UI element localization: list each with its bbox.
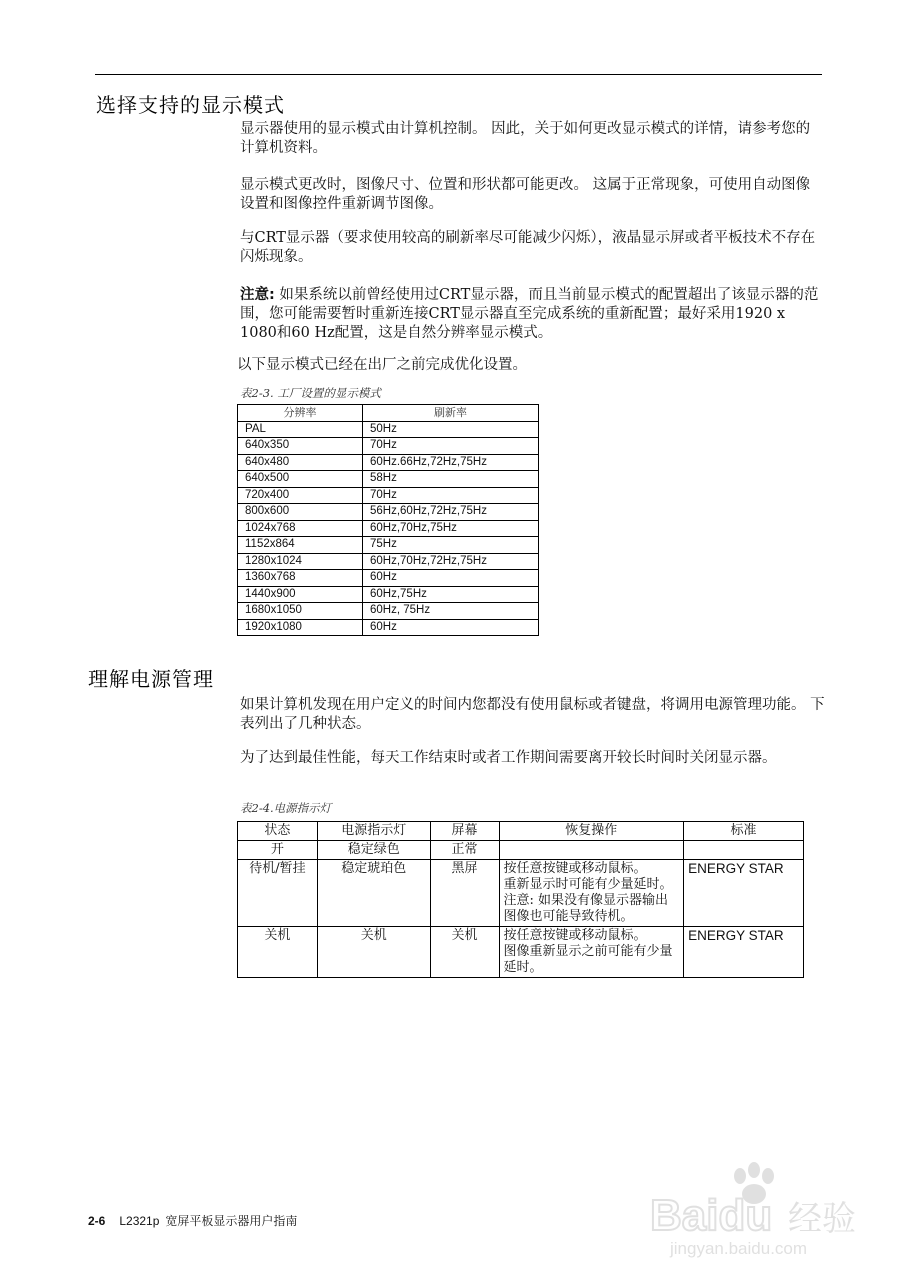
paragraph-mode-change: 显示模式更改时，图像尺寸、位置和形状都可能更改。 这属于正常现象，可使用自动图像设置和图像控件重新调节图像。 bbox=[240, 177, 811, 212]
table-row bbox=[238, 570, 539, 587]
cell-refresh-rate: 60Hz.66Hz,72Hz,75Hz bbox=[363, 454, 539, 471]
header-resolution: 分辨率 bbox=[238, 405, 363, 422]
guide-title: 宽屏平板显示器用户指南 bbox=[165, 1214, 298, 1228]
cell-resolution: 800x600 bbox=[238, 504, 363, 521]
cell-resolution: 1920x1080 bbox=[238, 619, 363, 636]
recovery-line: 图像重新显示之前可能有少量延时。 bbox=[503, 944, 673, 975]
cell-standard: ENERGY STAR bbox=[684, 860, 804, 927]
table-row bbox=[238, 603, 539, 620]
table-header-row bbox=[238, 822, 804, 841]
paragraph-note bbox=[240, 286, 822, 343]
recovery-line: 按任意按键或移动鼠标。 bbox=[503, 928, 647, 943]
header-recovery: 恢复操作 bbox=[499, 822, 684, 841]
paragraph-crt-flicker: 与CRT显示器（要求使用较高的刷新率尽可能减少闪烁），液晶显示屏或者平板技术不存在闪烁现象。 bbox=[240, 230, 816, 265]
cell-recovery bbox=[499, 841, 684, 860]
note-label: 注意: bbox=[240, 287, 275, 303]
cell-refresh-rate: 60Hz,75Hz bbox=[363, 586, 539, 603]
display-modes-table bbox=[237, 404, 539, 636]
cell-resolution: 1152x864 bbox=[238, 537, 363, 554]
table-row bbox=[238, 438, 539, 455]
cell-resolution: 1440x900 bbox=[238, 586, 363, 603]
cell-state: 待机/暂挂 bbox=[238, 860, 318, 927]
recovery-line: 重新显示时可能有少量延时。 bbox=[503, 877, 673, 892]
table-row bbox=[238, 487, 539, 504]
cell-resolution: 640x480 bbox=[238, 454, 363, 471]
cell-resolution: 640x350 bbox=[238, 438, 363, 455]
cell-resolution: PAL bbox=[238, 421, 363, 438]
cell-resolution: 720x400 bbox=[238, 487, 363, 504]
cell-refresh-rate: 56Hz,60Hz,72Hz,75Hz bbox=[363, 504, 539, 521]
page-footer bbox=[88, 1212, 297, 1229]
header-state: 状态 bbox=[238, 822, 318, 841]
cell-refresh-rate: 75Hz bbox=[363, 537, 539, 554]
watermark-cn: 经验 bbox=[788, 1199, 856, 1239]
section-title-power-management: 理解电源管理 bbox=[88, 667, 214, 691]
power-states-table bbox=[237, 821, 804, 978]
cell-refresh-rate: 50Hz bbox=[363, 421, 539, 438]
cell-refresh-rate: 60Hz, 75Hz bbox=[363, 603, 539, 620]
header-screen: 屏幕 bbox=[430, 822, 499, 841]
cell-standard: ENERGY STAR bbox=[684, 927, 804, 978]
cell-refresh-rate: 60Hz bbox=[363, 570, 539, 587]
table-row bbox=[238, 471, 539, 488]
cell-refresh-rate: 58Hz bbox=[363, 471, 539, 488]
note-text: 如果系统以前曾经使用过CRT显示器，而且当前显示模式的配置超出了该显示器的范围，您可能需要暂时重新连接CRT显示器直至完成系统的重新配置；最好采用1920 x 1080和60 Hz配置，这是自然分辨率显示模式。 bbox=[240, 287, 819, 341]
header-standard: 标准 bbox=[684, 822, 804, 841]
cell-screen: 黑屏 bbox=[430, 860, 499, 927]
table-row bbox=[238, 860, 804, 927]
recovery-line: 按任意按键或移动鼠标。 bbox=[503, 861, 647, 876]
table-row bbox=[238, 454, 539, 471]
cell-power-light: 稳定绿色 bbox=[317, 841, 430, 860]
table-row bbox=[238, 421, 539, 438]
paragraph-best-performance: 为了达到最佳性能，每天工作结束时或者工作期间需要离开较长时间时关闭显示器。 bbox=[240, 750, 777, 766]
cell-power-light: 关机 bbox=[317, 927, 430, 978]
cell-resolution: 1680x1050 bbox=[238, 603, 363, 620]
section-title-display-modes: 选择支持的显示模式 bbox=[96, 93, 285, 117]
header-refresh-rate: 刷新率 bbox=[363, 405, 539, 422]
model-name: L2321p bbox=[119, 1214, 160, 1228]
watermark-brand: Baidu bbox=[650, 1191, 773, 1240]
table-caption-power-light: 表2-4.电源指示灯 bbox=[240, 801, 332, 815]
cell-resolution: 1360x768 bbox=[238, 570, 363, 587]
cell-state: 开 bbox=[238, 841, 318, 860]
baidu-jingyan-watermark bbox=[640, 1150, 870, 1260]
table-row bbox=[238, 619, 539, 636]
cell-refresh-rate: 70Hz bbox=[363, 438, 539, 455]
table-row bbox=[238, 537, 539, 554]
page-number: 2-6 bbox=[88, 1214, 106, 1228]
table-header-row bbox=[238, 405, 539, 422]
cell-power-light: 稳定琥珀色 bbox=[317, 860, 430, 927]
watermark-url: jingyan.baidu.com bbox=[670, 1239, 808, 1258]
table-row bbox=[238, 927, 804, 978]
cell-standard bbox=[684, 841, 804, 860]
cell-refresh-rate: 60Hz bbox=[363, 619, 539, 636]
cell-screen: 正常 bbox=[430, 841, 499, 860]
table-caption-display-modes: 表2-3. 工厂设置的显示模式 bbox=[240, 386, 381, 400]
table-row bbox=[238, 504, 539, 521]
table-row bbox=[238, 841, 804, 860]
table-row bbox=[238, 520, 539, 537]
table-row bbox=[238, 553, 539, 570]
cell-refresh-rate: 60Hz,70Hz,72Hz,75Hz bbox=[363, 553, 539, 570]
cell-resolution: 1024x768 bbox=[238, 520, 363, 537]
recovery-line: 注意: 如果没有像显示器输出图像也可能导致待机。 bbox=[503, 893, 669, 924]
header-power-light: 电源指示灯 bbox=[317, 822, 430, 841]
cell-screen: 关机 bbox=[430, 927, 499, 978]
table-row bbox=[238, 586, 539, 603]
cell-recovery bbox=[499, 860, 684, 927]
paragraph-power-management: 如果计算机发现在用户定义的时间内您都没有使用鼠标或者键盘，将调用电源管理功能。 下表列出了几种状态。 bbox=[240, 697, 825, 732]
cell-resolution: 640x500 bbox=[238, 471, 363, 488]
paragraph-display-mode-control: 显示器使用的显示模式由计算机控制。 因此，关于如何更改显示模式的详情，请参考您的计算机资料。 bbox=[240, 121, 811, 156]
top-rule bbox=[95, 74, 822, 75]
cell-refresh-rate: 60Hz,70Hz,75Hz bbox=[363, 520, 539, 537]
paragraph-optimized-modes: 以下显示模式已经在出厂之前完成优化设置。 bbox=[237, 357, 527, 373]
cell-state: 关机 bbox=[238, 927, 318, 978]
cell-recovery bbox=[499, 927, 684, 978]
cell-resolution: 1280x1024 bbox=[238, 553, 363, 570]
cell-refresh-rate: 70Hz bbox=[363, 487, 539, 504]
